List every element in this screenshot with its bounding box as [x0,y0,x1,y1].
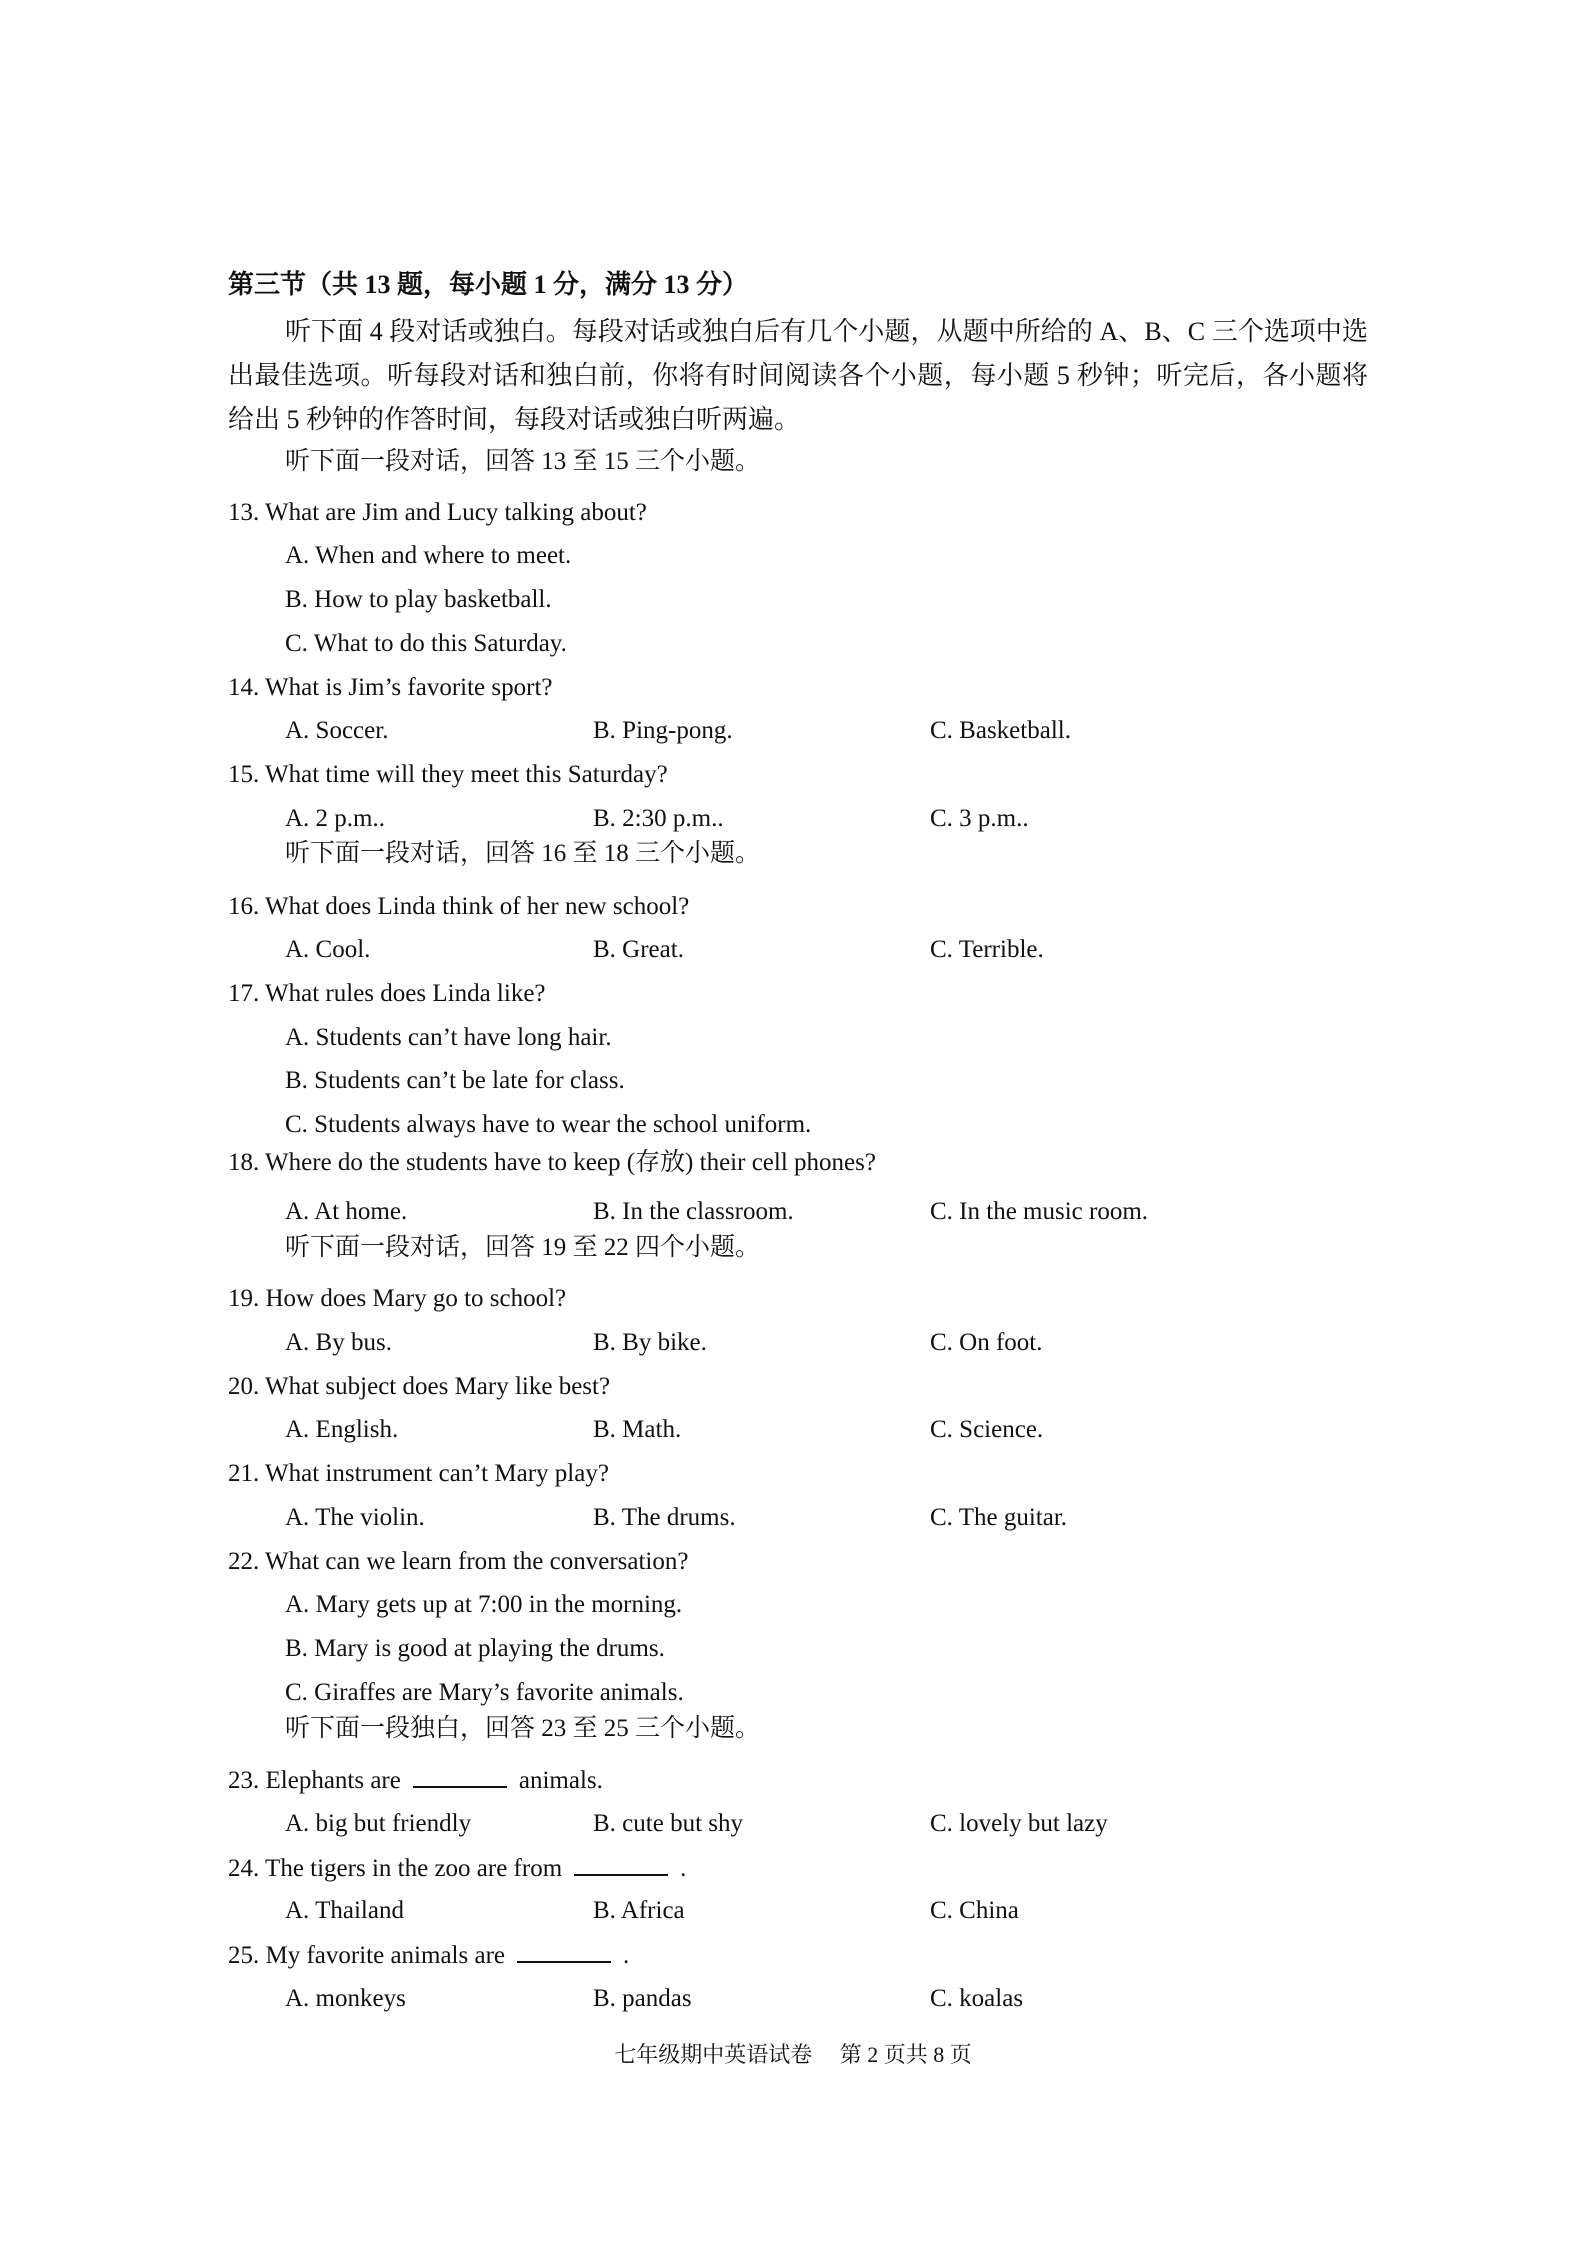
question-16-option-c: C. Terrible. [930,936,1044,963]
question-25-option-a: A. monkeys [285,1985,406,2012]
question-14-option-c: C. Basketball. [930,717,1071,744]
question-23-text: 23. Elephants are [228,1767,401,1794]
question-20-option-c: C. Science. [930,1416,1044,1443]
question-22-option-c: C. Giraffes are Mary’s favorite animals. [285,1679,684,1706]
question-24 [228,1852,686,1885]
question-13-option-c: C. What to do this Saturday. [285,630,567,657]
question-17-option-a: A. Students can’t have long hair. [285,1024,612,1051]
question-22: 22. What can we learn from the conversation? [228,1548,689,1575]
question-25-text-end: . [623,1942,630,1969]
question-13-option-b: B. How to play basketball. [285,586,552,613]
question-22-option-b: B. Mary is good at playing the drums. [285,1635,665,1662]
question-25-text: 25. My favorite animals are [228,1942,505,1969]
question-16: 16. What does Linda think of her new school? [228,893,690,920]
question-21-option-c: C. The guitar. [930,1504,1068,1531]
listening-intro-4: 听下面一段独白，回答 23 至 25 三个小题。 [285,1715,761,1742]
question-17: 17. What rules does Linda like? [228,980,546,1007]
question-14-option-a: A. Soccer. [285,717,389,744]
answer-blank [517,1939,611,1963]
question-16-option-b: B. Great. [593,936,684,963]
listening-intro-1: 听下面一段对话，回答 13 至 15 三个小题。 [285,448,761,475]
question-23-option-c: C. lovely but lazy [930,1810,1108,1837]
question-14: 14. What is Jim’s favorite sport? [228,674,553,701]
question-18-option-a: A. At home. [285,1198,408,1225]
question-20-option-a: A. English. [285,1416,399,1443]
question-23-option-a: A. big but friendly [285,1810,472,1837]
instructions-paragraph: 听下面 4 段对话或独白。每段对话或独白后有几个小题，从题中所给的 A、B、C 三个选项中选出最佳选项。听每段对话和独白前，你将有时间阅读各个小题，每小题 5 秒钟；听完后，各小题将给出 5 秒钟的作答时间，每段对话或独白听两遍。 [228,317,1368,434]
listening-intro-2: 听下面一段对话，回答 16 至 18 三个小题。 [285,840,761,867]
question-24-option-c: C. China [930,1897,1019,1924]
question-25 [228,1939,629,1972]
question-15: 15. What time will they meet this Saturday? [228,761,668,788]
question-20: 20. What subject does Mary like best? [228,1373,611,1400]
question-22-option-a: A. Mary gets up at 7:00 in the morning. [285,1591,683,1618]
question-25-option-b: B. pandas [593,1985,692,2012]
question-15-option-a: A. 2 p.m.. [285,805,385,832]
question-13-option-a: A. When and where to meet. [285,542,572,569]
answer-blank [413,1764,507,1788]
question-21-option-b: B. The drums. [593,1504,736,1531]
question-18: 18. Where do the students have to keep (存放) their cell phones? [228,1149,876,1176]
question-18-option-c: C. In the music room. [930,1198,1149,1225]
answer-blank [574,1852,668,1876]
question-19-option-c: C. On foot. [930,1329,1043,1356]
question-24-text: 24. The tigers in the zoo are from [228,1855,563,1882]
question-25-option-c: C. koalas [930,1985,1024,2012]
question-24-option-a: A. Thailand [285,1897,404,1924]
question-20-option-b: B. Math. [593,1416,682,1443]
question-17-option-c: C. Students always have to wear the school uniform. [285,1111,812,1138]
question-21: 21. What instrument can’t Mary play? [228,1460,609,1487]
question-24-text-end: . [680,1855,687,1882]
question-17-option-b: B. Students can’t be late for class. [285,1067,625,1094]
question-18-option-b: B. In the classroom. [593,1198,794,1225]
question-21-option-a: A. The violin. [285,1504,425,1531]
question-23 [228,1764,603,1797]
question-14-option-b: B. Ping-pong. [593,717,733,744]
question-15-option-c: C. 3 p.m.. [930,805,1029,832]
page-footer: 七年级期中英语试卷 第 2 页共 8 页 [614,2042,972,2067]
section-heading: 第三节（共 13 题，每小题 1 分，满分 13 分） [228,270,749,299]
question-19-option-b: B. By bike. [593,1329,707,1356]
question-19-option-a: A. By bus. [285,1329,392,1356]
question-15-option-b: B. 2:30 p.m.. [593,805,724,832]
question-24-option-b: B. Africa [593,1897,685,1924]
listening-intro-3: 听下面一段对话，回答 19 至 22 四个小题。 [285,1234,761,1261]
question-13: 13. What are Jim and Lucy talking about? [228,499,647,526]
question-16-option-a: A. Cool. [285,936,371,963]
question-23-option-b: B. cute but shy [593,1810,743,1837]
question-23-text-end: animals. [518,1767,603,1794]
question-19: 19. How does Mary go to school? [228,1285,567,1312]
